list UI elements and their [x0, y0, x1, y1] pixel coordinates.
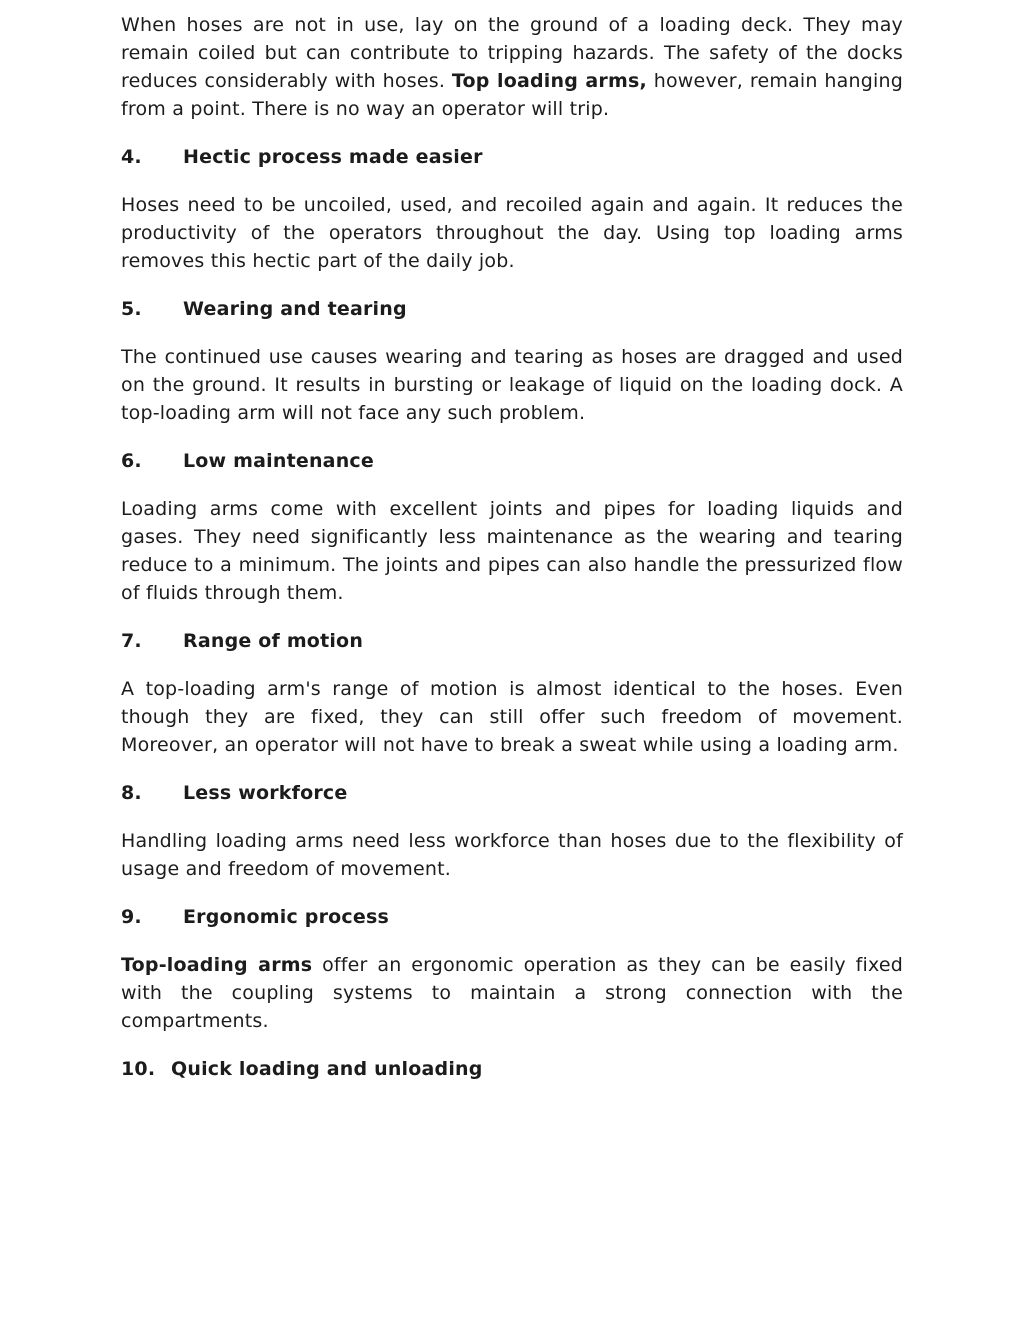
intro-bold-text: Top loading arms,: [451, 70, 647, 92]
section-title: Less workforce: [183, 782, 348, 804]
section-heading-4: [121, 143, 903, 171]
section-number: 7.: [121, 630, 142, 652]
section-body-4: Hoses need to be uncoiled, used, and recoiled again and again. It reduces the productivity of the operators throughout the day. Using top loading arms removes this hectic part of the daily job.: [121, 194, 903, 272]
section-number: 8.: [121, 782, 142, 804]
section-body-bold: Top-loading arms: [121, 954, 313, 976]
section-title: Wearing and tearing: [183, 298, 407, 320]
section-number: 9.: [121, 906, 142, 928]
intro-text-1: When hoses are not in use, lay on the ground of a loading deck. They may remain coiled but can contribute to tripping hazards. The safety of the docks reduces considerably with hoses.: [121, 14, 903, 92]
section-body-9: [121, 951, 903, 1035]
section-heading-8: [121, 779, 903, 807]
section-body-text: offer an ergonomic operation as they can be easily fixed with the coupling systems to maintain a strong connection with the compartments.: [121, 954, 903, 1032]
section-title: Hectic process made easier: [183, 146, 483, 168]
section-title: Low maintenance: [183, 450, 374, 472]
document-page: [121, 11, 903, 1103]
section-title: Range of motion: [183, 630, 364, 652]
section-heading-10: [121, 1055, 903, 1083]
section-heading-7: [121, 627, 903, 655]
section-heading-9: [121, 903, 903, 931]
section-title: Quick loading and unloading: [171, 1058, 483, 1080]
section-body-8: Handling loading arms need less workforce than hoses due to the flexibility of usage and freedom of movement.: [121, 830, 903, 880]
section-title: Ergonomic process: [183, 906, 389, 928]
section-heading-5: [121, 295, 903, 323]
section-heading-6: [121, 447, 903, 475]
section-number: 4.: [121, 146, 142, 168]
section-number: 5.: [121, 298, 142, 320]
section-number: 6.: [121, 450, 142, 472]
section-body-6: Loading arms come with excellent joints and pipes for loading liquids and gases. They need significantly less maintenance as the wearing and tearing reduce to a minimum. The joints and pipes can also handle the pressurized flow of fluids through them.: [121, 498, 903, 604]
section-body-5: The continued use causes wearing and tearing as hoses are dragged and used on the ground. It results in bursting or leakage of liquid on the loading dock. A top-loading arm will not face any such problem.: [121, 346, 903, 424]
intro-text-2: however, remain hanging from a point. There is no way an operator will trip.: [121, 70, 903, 120]
section-number: 10.: [121, 1058, 156, 1080]
intro-paragraph: [121, 11, 903, 123]
section-body-7: A top-loading arm's range of motion is almost identical to the hoses. Even though they are fixed, they can still offer such freedom of movement. Moreover, an operator will not have to break a sweat while using a loading arm.: [121, 678, 903, 756]
